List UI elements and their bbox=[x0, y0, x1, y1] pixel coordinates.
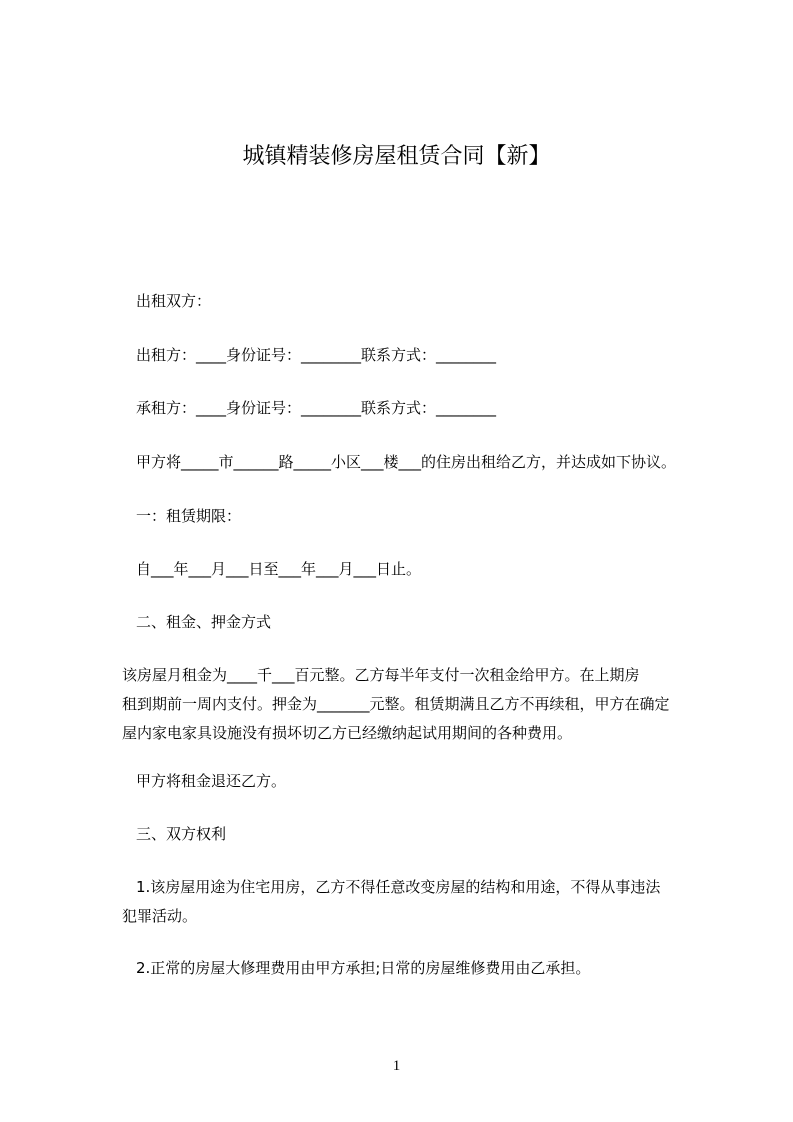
right1-paragraph-line: 犯罪活动。 bbox=[122, 907, 198, 925]
section1-heading: 一：租赁期限： bbox=[136, 507, 242, 525]
section3-heading: 三、双方权利 bbox=[136, 825, 227, 843]
rent-paragraph-line: 该房屋月租金为____千___百元整。乙方每半年支付一次租金给甲方。在上期房 bbox=[122, 666, 640, 684]
section2-heading: 二、租金、押金方式 bbox=[136, 613, 272, 631]
deposit-return-line: 甲方将租金退还乙方。 bbox=[136, 772, 287, 790]
rent-paragraph-line: 屋内家电家具设施没有损坏切乙方已经缴纳起试用期间的各种费用。 bbox=[122, 724, 573, 742]
agreement-line: 甲方将_____市______路_____小区___楼___的住房出租给乙方，并达成如下协议。 bbox=[136, 453, 677, 471]
rent-paragraph-line: 租到期前一周内支付。押金为_______元整。租赁期满且乙方不再续租，甲方在确定 bbox=[122, 695, 670, 713]
lessor-info-line: 出租方：____身份证号：________联系方式：________ bbox=[136, 346, 497, 364]
lessee-info-line: 承租方：____身份证号：________联系方式：________ bbox=[136, 399, 497, 417]
right1-paragraph-line: 1.该房屋用途为住宅用房，乙方不得任意改变房屋的结构和用途，不得从事违法 bbox=[136, 878, 661, 896]
right1-paragraph bbox=[122, 873, 661, 931]
lease-term-line: 自___年___月___日至___年___月___日止。 bbox=[136, 560, 422, 578]
rent-paragraph bbox=[122, 661, 670, 748]
document-title: 城镇精装修房屋租赁合同【新】 bbox=[242, 144, 551, 169]
parties-heading: 出租双方： bbox=[136, 292, 212, 310]
right2-line: 2.正常的房屋大修理费用由甲方承担;日常的房屋维修费用由乙承担。 bbox=[136, 959, 591, 977]
page-number: 1 bbox=[392, 1058, 401, 1074]
